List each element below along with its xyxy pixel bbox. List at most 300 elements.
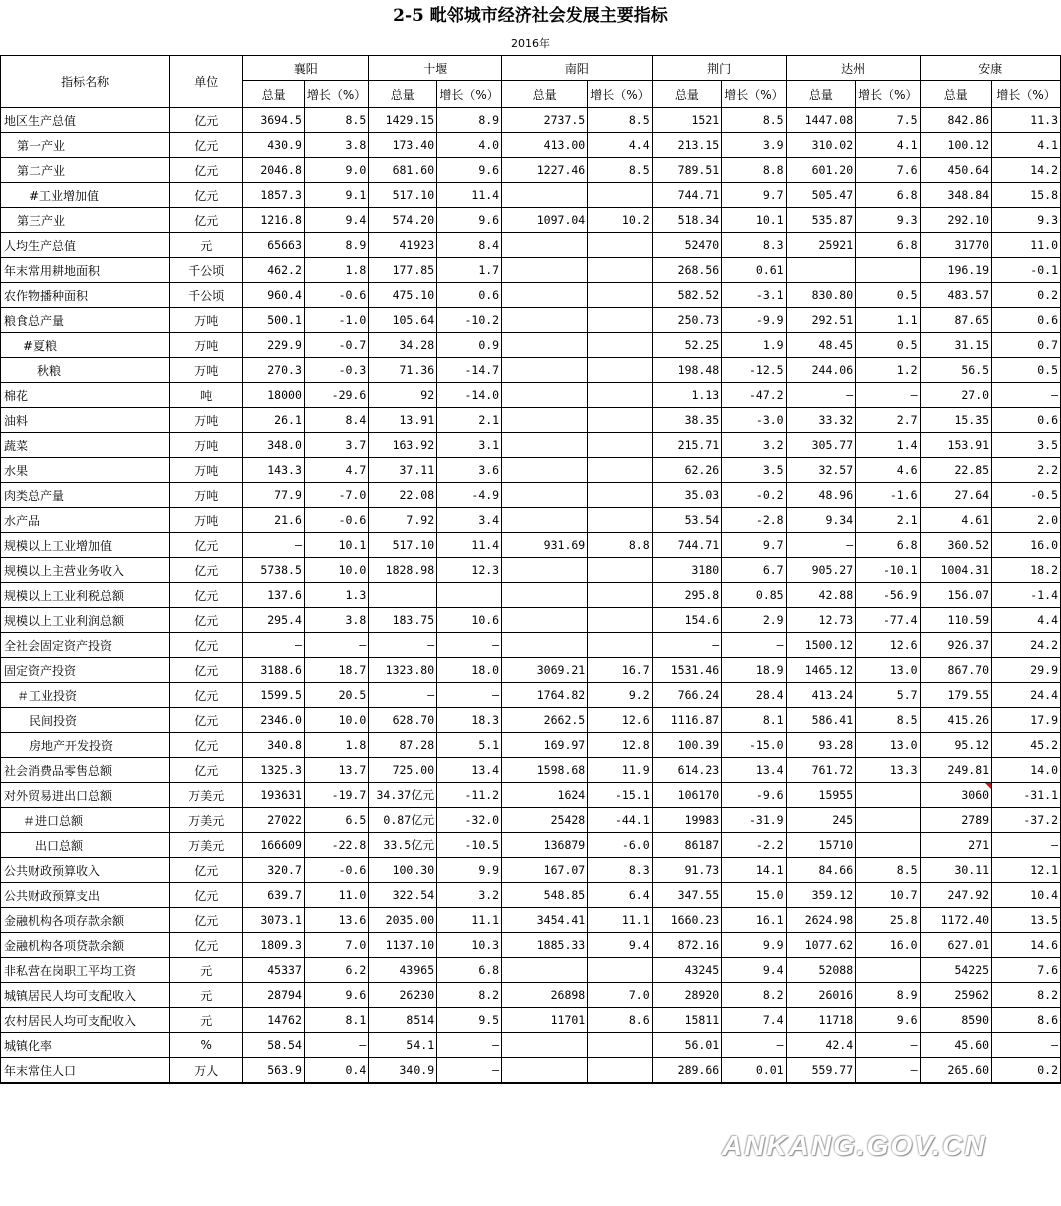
growth-cell: 3.2: [722, 433, 786, 458]
growth-cell: 3.7: [304, 433, 368, 458]
total-cell: 292.51: [786, 308, 856, 333]
total-cell: 71.36: [369, 358, 437, 383]
growth-cell: -14.0: [437, 383, 502, 408]
growth-cell: 10.6: [437, 608, 502, 633]
growth-cell: 3.4: [437, 508, 502, 533]
growth-cell: 1.4: [856, 433, 920, 458]
indicator-unit: 亿元: [170, 533, 243, 558]
indicator-unit: 万人: [170, 1058, 243, 1084]
growth-cell: 1.1: [856, 308, 920, 333]
growth-cell: 9.4: [304, 208, 368, 233]
growth-cell: -6.0: [588, 833, 652, 858]
total-cell: 1116.87: [652, 708, 722, 733]
total-cell: 639.7: [243, 883, 305, 908]
table-row: [1, 483, 1061, 508]
growth-cell: 2.9: [722, 608, 786, 633]
total-cell: 163.92: [369, 433, 437, 458]
growth-cell: 8.6: [992, 1008, 1061, 1033]
growth-cell: 0.4: [304, 1058, 368, 1084]
growth-cell: 2.0: [992, 508, 1061, 533]
total-cell: 53.54: [652, 508, 722, 533]
header-total: 总量: [369, 81, 437, 108]
total-cell: [502, 483, 588, 508]
total-cell: 627.01: [920, 933, 992, 958]
growth-cell: -3.1: [722, 283, 786, 308]
growth-cell: 1.7: [437, 258, 502, 283]
total-cell: 87.65: [920, 308, 992, 333]
growth-cell: 9.5: [437, 1008, 502, 1033]
total-cell: 8590: [920, 1008, 992, 1033]
total-cell: 842.86: [920, 108, 992, 133]
total-cell: 1828.98: [369, 558, 437, 583]
growth-cell: —: [856, 1058, 920, 1084]
growth-cell: 9.2: [588, 683, 652, 708]
total-cell: 244.06: [786, 358, 856, 383]
growth-cell: 0.5: [856, 333, 920, 358]
header-growth: 增长（%）: [856, 81, 920, 108]
total-cell: —: [369, 683, 437, 708]
total-cell: 1325.3: [243, 758, 305, 783]
total-cell: 3454.41: [502, 908, 588, 933]
growth-cell: —: [856, 383, 920, 408]
total-cell: 289.66: [652, 1058, 722, 1084]
header-total: 总量: [920, 81, 992, 108]
growth-cell: 8.5: [856, 708, 920, 733]
growth-cell: 13.4: [437, 758, 502, 783]
growth-cell: -11.2: [437, 783, 502, 808]
growth-cell: 12.8: [588, 733, 652, 758]
growth-cell: 8.2: [437, 983, 502, 1008]
growth-cell: 10.0: [304, 558, 368, 583]
year-label: 2016年: [511, 37, 550, 50]
growth-cell: 2.1: [856, 508, 920, 533]
growth-cell: 13.0: [856, 658, 920, 683]
growth-cell: 10.1: [722, 208, 786, 233]
growth-cell: 12.6: [588, 708, 652, 733]
growth-cell: [588, 408, 652, 433]
indicator-name: 出口总额: [1, 833, 170, 858]
growth-cell: 9.9: [722, 933, 786, 958]
table-row: [1, 208, 1061, 233]
total-cell: 322.54: [369, 883, 437, 908]
total-cell: 86187: [652, 833, 722, 858]
growth-cell: -10.5: [437, 833, 502, 858]
total-cell: 173.40: [369, 133, 437, 158]
table-row: [1, 783, 1061, 808]
growth-cell: -15.0: [722, 733, 786, 758]
growth-cell: [437, 583, 502, 608]
growth-cell: -14.7: [437, 358, 502, 383]
growth-cell: 18.7: [304, 658, 368, 683]
growth-cell: 0.6: [437, 283, 502, 308]
growth-cell: [856, 258, 920, 283]
total-cell: 601.20: [786, 158, 856, 183]
total-cell: 867.70: [920, 658, 992, 683]
total-cell: 4.61: [920, 508, 992, 533]
growth-cell: 7.4: [722, 1008, 786, 1033]
total-cell: 1660.23: [652, 908, 722, 933]
indicator-name: 农作物播种面积: [1, 283, 170, 308]
indicator-name: 肉类总产量: [1, 483, 170, 508]
total-cell: 15.35: [920, 408, 992, 433]
total-cell: [369, 583, 437, 608]
growth-cell: 13.0: [856, 733, 920, 758]
growth-cell: 15.8: [992, 183, 1061, 208]
indicator-name: 棉花: [1, 383, 170, 408]
indicator-unit: %: [170, 1033, 243, 1058]
total-cell: 725.00: [369, 758, 437, 783]
total-cell: [502, 233, 588, 258]
growth-cell: -1.0: [304, 308, 368, 333]
total-cell: 30.11: [920, 858, 992, 883]
growth-cell: [588, 483, 652, 508]
growth-cell: 12.3: [437, 558, 502, 583]
total-cell: 2035.00: [369, 908, 437, 933]
header-row-cities: [1, 56, 1061, 81]
table-row: [1, 408, 1061, 433]
total-cell: 1500.12: [786, 633, 856, 658]
growth-cell: 1.9: [722, 333, 786, 358]
table-row: [1, 258, 1061, 283]
indicator-name: 第三产业: [1, 208, 170, 233]
table-row: [1, 158, 1061, 183]
total-cell: 154.6: [652, 608, 722, 633]
total-cell: 462.2: [243, 258, 305, 283]
growth-cell: 9.4: [588, 933, 652, 958]
growth-cell: —: [856, 1033, 920, 1058]
table-row: [1, 708, 1061, 733]
total-cell: 42.4: [786, 1033, 856, 1058]
total-cell: 3060: [920, 783, 992, 808]
indicator-unit: 万美元: [170, 833, 243, 858]
total-cell: 1599.5: [243, 683, 305, 708]
total-cell: 559.77: [786, 1058, 856, 1084]
growth-cell: 4.4: [992, 608, 1061, 633]
total-cell: 1004.31: [920, 558, 992, 583]
header-city-jingmen: 荆门: [652, 56, 786, 81]
growth-cell: 6.8: [437, 958, 502, 983]
growth-cell: [856, 783, 920, 808]
growth-cell: —: [304, 633, 368, 658]
growth-cell: 13.3: [856, 758, 920, 783]
total-cell: 13.91: [369, 408, 437, 433]
growth-cell: 9.9: [437, 858, 502, 883]
growth-cell: 3.9: [722, 133, 786, 158]
indicator-name: 对外贸易进出口总额: [1, 783, 170, 808]
growth-cell: 4.4: [588, 133, 652, 158]
total-cell: 25962: [920, 983, 992, 1008]
growth-cell: 11.1: [437, 908, 502, 933]
total-cell: 34.28: [369, 333, 437, 358]
total-cell: 614.23: [652, 758, 722, 783]
total-cell: [502, 958, 588, 983]
total-cell: 19983: [652, 808, 722, 833]
growth-cell: 0.01: [722, 1058, 786, 1084]
total-cell: 582.52: [652, 283, 722, 308]
total-cell: 1077.62: [786, 933, 856, 958]
header-city-ankang: 安康: [920, 56, 1060, 81]
indicator-name: 金融机构各项存款余额: [1, 908, 170, 933]
total-cell: 872.16: [652, 933, 722, 958]
indicator-name: 非私营在岗职工平均工资: [1, 958, 170, 983]
table-row: [1, 733, 1061, 758]
growth-cell: 10.0: [304, 708, 368, 733]
table-row: [1, 908, 1061, 933]
total-cell: 77.9: [243, 483, 305, 508]
total-cell: [786, 258, 856, 283]
growth-cell: 8.1: [304, 1008, 368, 1033]
total-cell: 11718: [786, 1008, 856, 1033]
total-cell: [502, 608, 588, 633]
indicator-unit: 元: [170, 233, 243, 258]
growth-cell: -0.6: [304, 283, 368, 308]
growth-cell: 6.2: [304, 958, 368, 983]
growth-cell: 11.0: [992, 233, 1061, 258]
growth-cell: -9.9: [722, 308, 786, 333]
total-cell: 26.1: [243, 408, 305, 433]
growth-cell: [588, 633, 652, 658]
total-cell: 87.28: [369, 733, 437, 758]
table-row: [1, 558, 1061, 583]
total-cell: 744.71: [652, 183, 722, 208]
growth-cell: [588, 1058, 652, 1084]
growth-cell: 25.8: [856, 908, 920, 933]
growth-cell: 8.2: [992, 983, 1061, 1008]
growth-cell: 17.9: [992, 708, 1061, 733]
total-cell: —: [369, 633, 437, 658]
growth-cell: 8.4: [437, 233, 502, 258]
total-cell: [502, 583, 588, 608]
total-cell: [502, 333, 588, 358]
growth-cell: 10.1: [304, 533, 368, 558]
table-row: [1, 508, 1061, 533]
total-cell: 0.87亿元: [369, 808, 437, 833]
table-row: [1, 1058, 1061, 1084]
growth-cell: 10.4: [992, 883, 1061, 908]
total-cell: 359.12: [786, 883, 856, 908]
total-cell: 43245: [652, 958, 722, 983]
total-cell: 3180: [652, 558, 722, 583]
growth-cell: -0.5: [992, 483, 1061, 508]
total-cell: 1624: [502, 783, 588, 808]
growth-cell: [588, 508, 652, 533]
header-growth: 增长（%）: [304, 81, 368, 108]
growth-cell: 13.6: [304, 908, 368, 933]
total-cell: 1097.04: [502, 208, 588, 233]
header-growth: 增长（%）: [437, 81, 502, 108]
indicator-unit: 万吨: [170, 508, 243, 533]
header-total: 总量: [243, 81, 305, 108]
total-cell: 3069.21: [502, 658, 588, 683]
table-row: [1, 183, 1061, 208]
growth-cell: 24.2: [992, 633, 1061, 658]
total-cell: 137.6: [243, 583, 305, 608]
total-cell: 92: [369, 383, 437, 408]
indicator-unit: 万美元: [170, 783, 243, 808]
indicator-name: 金融机构各项贷款余额: [1, 933, 170, 958]
table-body: [1, 108, 1061, 1084]
growth-cell: 2.7: [856, 408, 920, 433]
table-row: [1, 1033, 1061, 1058]
growth-cell: [588, 558, 652, 583]
indicator-unit: 亿元: [170, 208, 243, 233]
growth-cell: 8.5: [722, 108, 786, 133]
total-cell: 65663: [243, 233, 305, 258]
indicator-name: 地区生产总值: [1, 108, 170, 133]
indicator-unit: 万吨: [170, 483, 243, 508]
total-cell: 14762: [243, 1008, 305, 1033]
growth-cell: -31.9: [722, 808, 786, 833]
growth-cell: 9.6: [437, 208, 502, 233]
indicator-unit: 万吨: [170, 408, 243, 433]
total-cell: 169.97: [502, 733, 588, 758]
growth-cell: 9.7: [722, 183, 786, 208]
growth-cell: -0.6: [304, 508, 368, 533]
total-cell: 1137.10: [369, 933, 437, 958]
growth-cell: —: [722, 1033, 786, 1058]
total-cell: 265.60: [920, 1058, 992, 1084]
total-cell: 340.8: [243, 733, 305, 758]
growth-cell: 8.2: [722, 983, 786, 1008]
header-unit: 单位: [170, 56, 243, 108]
total-cell: 3694.5: [243, 108, 305, 133]
total-cell: 26016: [786, 983, 856, 1008]
indicator-name: #夏粮: [1, 333, 170, 358]
table-row: [1, 808, 1061, 833]
total-cell: 32.57: [786, 458, 856, 483]
total-cell: 193631: [243, 783, 305, 808]
total-cell: 58.54: [243, 1033, 305, 1058]
total-cell: 105.64: [369, 308, 437, 333]
total-cell: 33.32: [786, 408, 856, 433]
total-cell: 100.39: [652, 733, 722, 758]
growth-cell: 8.6: [588, 1008, 652, 1033]
indicator-name: 年末常用耕地面积: [1, 258, 170, 283]
indicator-name: ＃工业投资: [1, 683, 170, 708]
total-cell: 548.85: [502, 883, 588, 908]
indicator-unit: 亿元: [170, 658, 243, 683]
total-cell: 26898: [502, 983, 588, 1008]
header-growth: 增长（%）: [992, 81, 1061, 108]
indicator-name: 年末常住人口: [1, 1058, 170, 1084]
growth-cell: 7.0: [304, 933, 368, 958]
total-cell: 93.28: [786, 733, 856, 758]
total-cell: 450.64: [920, 158, 992, 183]
growth-cell: 18.9: [722, 658, 786, 683]
growth-cell: —: [304, 1033, 368, 1058]
total-cell: 1172.40: [920, 908, 992, 933]
total-cell: 517.10: [369, 183, 437, 208]
growth-cell: 4.1: [992, 133, 1061, 158]
total-cell: 3188.6: [243, 658, 305, 683]
total-cell: 430.9: [243, 133, 305, 158]
growth-cell: 0.61: [722, 258, 786, 283]
growth-cell: 7.0: [588, 983, 652, 1008]
total-cell: 91.73: [652, 858, 722, 883]
growth-cell: 8.3: [722, 233, 786, 258]
growth-cell: 3.8: [304, 133, 368, 158]
total-cell: 31770: [920, 233, 992, 258]
growth-cell: 15.0: [722, 883, 786, 908]
growth-cell: —: [992, 1033, 1061, 1058]
total-cell: 1764.82: [502, 683, 588, 708]
growth-cell: 0.2: [992, 1058, 1061, 1084]
total-cell: 505.47: [786, 183, 856, 208]
indicator-unit: 万吨: [170, 308, 243, 333]
growth-cell: [588, 283, 652, 308]
growth-cell: 24.4: [992, 683, 1061, 708]
indicator-unit: 亿元: [170, 583, 243, 608]
growth-cell: —: [437, 1058, 502, 1084]
total-cell: —: [652, 633, 722, 658]
growth-cell: -31.1: [992, 783, 1061, 808]
header-growth: 增长（%）: [722, 81, 786, 108]
indicator-name: 城镇化率: [1, 1033, 170, 1058]
growth-cell: -9.6: [722, 783, 786, 808]
header-city-shiyan: 十堰: [369, 56, 502, 81]
growth-cell: —: [437, 1033, 502, 1058]
header-city-dazhou: 达州: [786, 56, 920, 81]
total-cell: 42.88: [786, 583, 856, 608]
table-row: [1, 283, 1061, 308]
total-cell: 292.10: [920, 208, 992, 233]
table-row: [1, 233, 1061, 258]
total-cell: 586.41: [786, 708, 856, 733]
indicator-name: 规模以上主营业务收入: [1, 558, 170, 583]
indicator-unit: 万吨: [170, 333, 243, 358]
growth-cell: 12.1: [992, 858, 1061, 883]
growth-cell: 11.9: [588, 758, 652, 783]
total-cell: 905.27: [786, 558, 856, 583]
growth-cell: 2.1: [437, 408, 502, 433]
total-cell: 2624.98: [786, 908, 856, 933]
growth-cell: [588, 583, 652, 608]
total-cell: 268.56: [652, 258, 722, 283]
growth-cell: -3.0: [722, 408, 786, 433]
growth-cell: 6.4: [588, 883, 652, 908]
table-row: [1, 683, 1061, 708]
growth-cell: -10.2: [437, 308, 502, 333]
indicator-unit: 亿元: [170, 133, 243, 158]
growth-cell: 8.8: [722, 158, 786, 183]
growth-cell: 8.4: [304, 408, 368, 433]
growth-cell: 11.3: [992, 108, 1061, 133]
total-cell: 628.70: [369, 708, 437, 733]
header-indicator: 指标名称: [1, 56, 170, 108]
table-row: [1, 658, 1061, 683]
growth-cell: 14.6: [992, 933, 1061, 958]
growth-cell: 7.6: [992, 958, 1061, 983]
growth-cell: 11.4: [437, 533, 502, 558]
growth-cell: 6.8: [856, 183, 920, 208]
total-cell: 1885.33: [502, 933, 588, 958]
total-cell: 475.10: [369, 283, 437, 308]
total-cell: 56.01: [652, 1033, 722, 1058]
growth-cell: —: [437, 633, 502, 658]
growth-cell: 5.1: [437, 733, 502, 758]
total-cell: 1323.80: [369, 658, 437, 683]
growth-cell: 1.3: [304, 583, 368, 608]
growth-cell: 0.7: [992, 333, 1061, 358]
total-cell: 320.7: [243, 858, 305, 883]
total-cell: 215.71: [652, 433, 722, 458]
growth-cell: 9.3: [856, 208, 920, 233]
growth-cell: 16.0: [992, 533, 1061, 558]
total-cell: 27022: [243, 808, 305, 833]
table-row: [1, 633, 1061, 658]
total-cell: [502, 183, 588, 208]
total-cell: 84.66: [786, 858, 856, 883]
